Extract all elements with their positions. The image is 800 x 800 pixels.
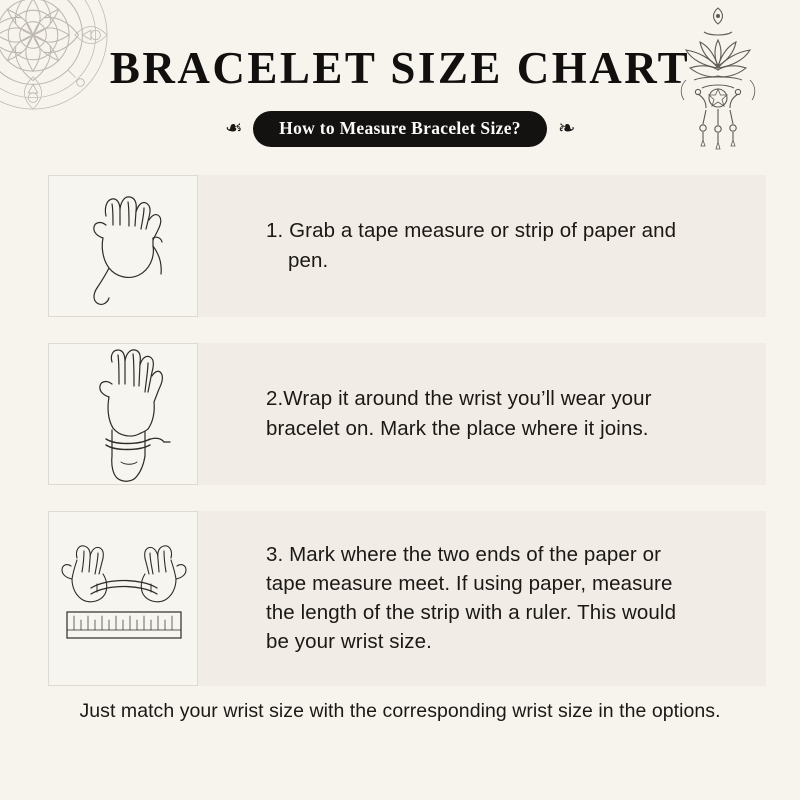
footer-note: Just match your wrist size with the corresponding wrist size in the options. [79, 699, 721, 722]
step-text [198, 511, 800, 686]
step-line: 1. Grab a tape measure or strip of paper and [266, 219, 677, 243]
step-line: tape measure meet. If using paper, measure [266, 571, 673, 595]
hand-holding-tape-measure-illustration [48, 175, 198, 317]
flourish-left-icon: ❧ [224, 116, 243, 140]
list-item [0, 175, 800, 317]
tape-wrapped-around-wrist-illustration [48, 343, 198, 485]
flourish-right-icon: ❧ [557, 116, 576, 140]
step-line: 2.Wrap it around the wrist you’ll wear your [266, 387, 652, 411]
step-line: the length of the strip with a ruler. This would [266, 601, 677, 624]
page-header [0, 0, 800, 147]
step-text [198, 175, 800, 317]
step-line: bracelet on. Mark the place where it joins. [266, 416, 649, 440]
subtitle-row [0, 111, 800, 147]
step-text [198, 343, 800, 485]
page-title: BRACELET SIZE CHART [109, 43, 691, 93]
steps-list [0, 175, 800, 686]
step-line: pen. [288, 248, 329, 272]
subtitle-pill: How to Measure Bracelet Size? [253, 111, 547, 147]
measuring-strip-with-ruler-illustration [48, 511, 198, 686]
list-item [0, 343, 800, 485]
step-line: be your wrist size. [266, 630, 432, 654]
step-line: 3. Mark where the two ends of the paper or [266, 542, 662, 566]
list-item [0, 511, 800, 686]
